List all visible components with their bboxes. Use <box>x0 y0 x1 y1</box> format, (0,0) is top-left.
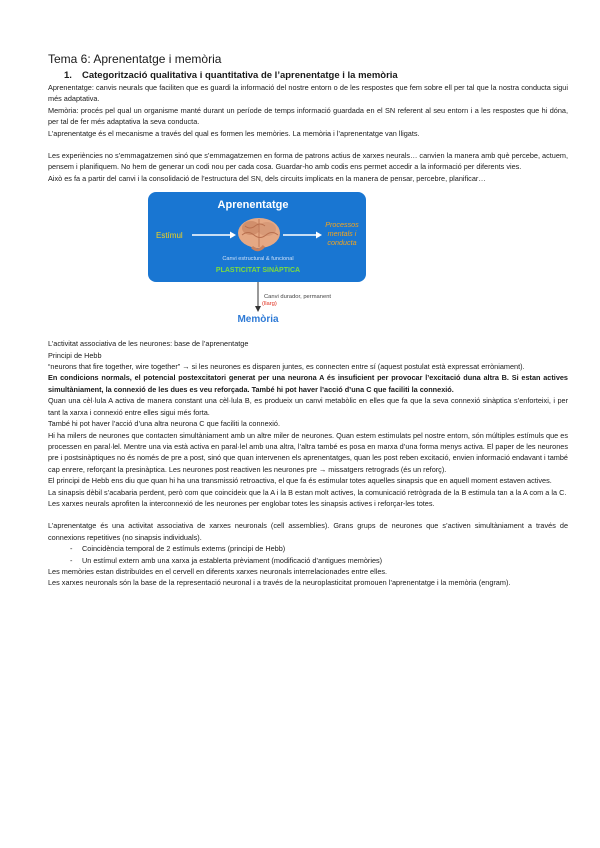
diagram-stimulus-label: Estímul <box>156 231 183 241</box>
diagram-title: Aprenentatge <box>217 199 289 212</box>
hebb-paragraph: La sinapsis dèbil s’acabaria perdent, però com que coincideix que la A i la B estan molt actives, la comunicació retrògrada de la B estimula tan a la A com a la C. <box>48 487 567 497</box>
assemblies-list <box>48 543 568 566</box>
hebb-paragraph: Hi ha milers de neurones que contacten simultàniament amb un altre miler de neurones. Quan estem estimulats pel nostre entorn, són múltiples estímuls que es processen en paral·lel. Mentre una via està activa en paral·lel amb una altra, l’altra també es posa en marxa d’una forma menys activa. El paper de les neurones pre i postsinàptiques no és només de pre a post, sinó que quan intervenen els aprenentatges, quan les post reben excitació, envien informació endavant i també cap enrere, reforçant la presinàptica. Les neurones post reactiven les neurones pre → missatgers retrograds (és un reforç). <box>48 430 568 474</box>
definition-memoria: Memòria: procés pel qual un organisme manté durant un període de temps informació guardada en el SN referent al seu entorn i a les respostes que hi dóna, per tal de fer més adaptativa la seva conducta. <box>48 105 568 127</box>
diagram-side-note-red: (llarg) <box>262 301 277 308</box>
learning-diagram <box>48 190 568 334</box>
hebb-paragraph: Principi de Hebb <box>48 350 102 360</box>
assemblies-outro-1: Les memòries estan distribuïdes en el cervell en diferents xarxes neuronals interrelacionades entre elles. <box>48 566 388 576</box>
hebb-paragraph: “neurons that fire together, wire together” → si les neurones es disparen juntes, es connecten entre sí (aquest postulat està expressat erròniament). <box>48 362 525 372</box>
diagram-process-line-2: mentals i <box>327 229 357 239</box>
hebb-paragraph: L’activitat associativa de les neurones: base de l’aprenentatge <box>48 339 249 349</box>
diagram-process-line-3: conducta <box>327 238 357 248</box>
hebb-paragraph: En condicions normals, el potencial postexcitatori generat per una neurona A és insuficient per provocar l’excitació duna altra B. Si estan actives simultàniament, la connexió de les dues es veu reforçada. També hi pot haver l’acció d’una C que faciliti la connexió. <box>48 373 568 394</box>
hebb-paragraph: També hi pot haver l’acció d’una altra neurona C que faciliti la connexió. <box>48 419 281 429</box>
diagram-process-line-1: Processos <box>325 220 359 230</box>
hebb-section <box>48 338 568 509</box>
diagram-caption: Canvi estructural & funcional <box>222 256 294 263</box>
diagram-side-note: Canvi durador, permanent <box>264 294 332 301</box>
assemblies-outro-2: Les xarxes neuronals són la base de la representació neuronal i a través de la neuroplasticitat promouen l’aprenentatge i la memòria (engram). <box>48 578 511 588</box>
assemblies-list-item: - Un estímul extern amb una xarxa ja establerta prèviament (modificació d’antigues memòries) <box>70 555 568 566</box>
diagram-memory-label: Memòria <box>237 314 279 326</box>
assemblies-list-item: - Coincidència temporal de 2 estímuls externs (principi de Hebb) <box>70 543 568 554</box>
paragraph-experiences: Les experiències no s’emmagatzemen sinó que s’emmagatzemen en forma de patrons actius de xarxes neurals… canvien la manera amb què percebe, actuem, pensem i planifiquem. No hem de generar un codi nou per cada cosa. Guardar-ho amb codis ens permet accedir a la informació per diferents vies. <box>48 151 568 172</box>
definition-relation: L’aprenentatge és el mecanisme a través del qual es formen les memòries. La memòria i l’aprenentatge van lligats. <box>48 128 420 138</box>
paragraph-consolidation: Això es fa a partir del canvi i la consolidació de l’estructura del SN, dels circuits implicats en la manera de pensar, percebre, planificar… <box>48 173 486 183</box>
document-content <box>48 52 568 589</box>
definition-aprenentatge: Aprenentatge: canvis neurals que faciliten que es guardi la informació del nostre entorn o de les respostes que fem sobre ell per tal que la nostra conducta sigui més adaptativa. <box>48 83 568 104</box>
arrow-memory-head <box>255 306 261 312</box>
section-title: Categorització qualitativa i quantitativa de l’aprenentatge i la memòria <box>82 70 398 81</box>
section-heading <box>64 70 568 81</box>
page-title: Tema 6: Aprenentatge i memòria <box>48 52 222 66</box>
assemblies-intro: L’aprenentatge és una activitat associativa de xarxes neuronals (cell assemblies). Grans grups de neurones que s’activen simultàniament a través de connexions repetitives (no sinapsis individuals). <box>48 521 568 542</box>
hebb-paragraph: Quan una cèl·lula A activa de manera constant una cèl·lula B, es produeix un canvi metabòlic en elles que fa que la seva connexió sinàptica s’enforteixi, i per tant la xarxa i connexió entre elles sigui més forta. <box>48 396 568 417</box>
hebb-paragraph: Les xarxes neurals aprofiten la interconnexió de les neurones per englobar totes les sinapsis actives i reforçar-les totes. <box>48 498 435 508</box>
diagram-plasticity-label: PLASTICITAT SINÀPTICA <box>215 267 301 275</box>
hebb-paragraph: El principi de Hebb ens diu que quan hi ha una transmissió retroactiva, el que fa és estimular totes aquelles sinapsis que en aquell moment estaven actives. <box>48 476 552 486</box>
learning-diagram-svg <box>148 190 378 334</box>
section-number: 1. <box>64 70 72 81</box>
